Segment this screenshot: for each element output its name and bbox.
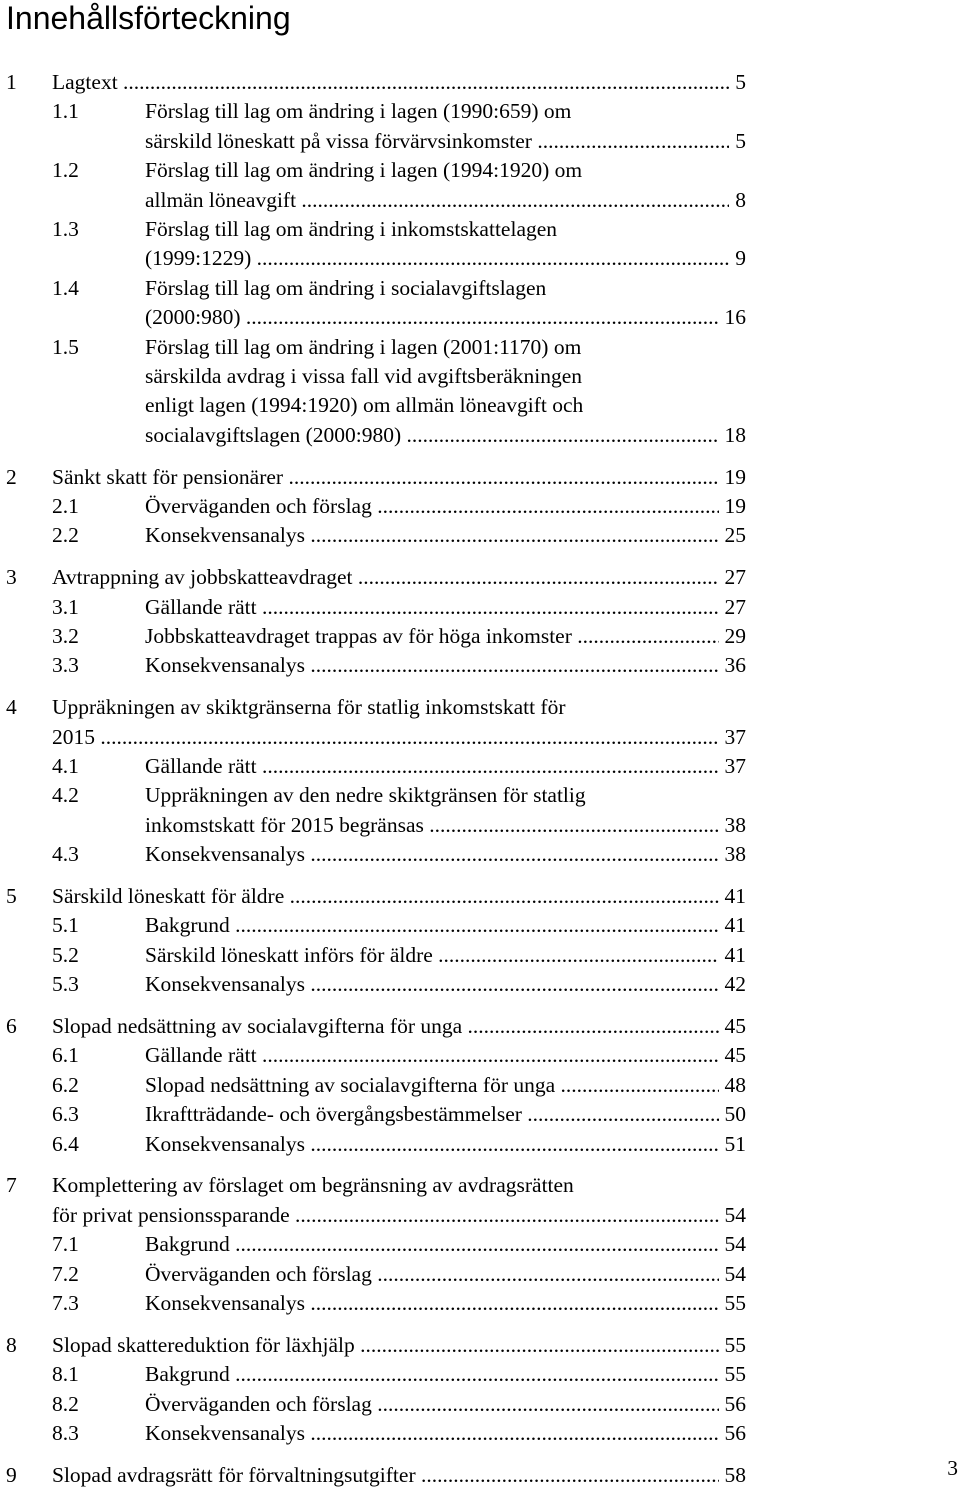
toc-title: Överväganden och förslag ..... bbox=[145, 1390, 744, 1418]
toc-section-number: 3 bbox=[6, 565, 17, 589]
toc-title: Konsekvensanalys ..... bbox=[145, 1130, 744, 1158]
toc-entry[interactable] bbox=[0, 1260, 960, 1288]
toc-title: socialavgiftslagen (2000:980) ..... bbox=[145, 421, 744, 449]
toc-page-number: 54 bbox=[719, 1260, 747, 1288]
toc-title: Slopad skattereduktion för läxhjälp ..... bbox=[52, 1331, 744, 1359]
toc-section-number: 5 bbox=[6, 884, 17, 908]
toc-page-number: 56 bbox=[719, 1390, 747, 1418]
toc-entry[interactable] bbox=[0, 156, 960, 184]
toc-page-number: 54 bbox=[719, 1230, 747, 1258]
toc-entry[interactable] bbox=[0, 1130, 960, 1158]
toc-title: Avtrappning av jobbskatteavdraget ..... bbox=[52, 563, 744, 591]
toc-page-number: 29 bbox=[719, 622, 747, 650]
toc-section-number: 1.3 bbox=[52, 217, 79, 241]
toc-section-number: 3.3 bbox=[52, 653, 79, 677]
toc-title: (1999:1229) ..... bbox=[145, 244, 744, 272]
toc-page-number: 38 bbox=[719, 811, 747, 839]
toc-entry[interactable] bbox=[0, 1461, 960, 1489]
toc-entry[interactable] bbox=[0, 593, 960, 621]
toc-title: Slopad nedsättning av socialavgifterna för unga ..... bbox=[145, 1071, 744, 1099]
toc-title: Lagtext ..... bbox=[52, 68, 744, 96]
toc-entry[interactable] bbox=[0, 781, 960, 809]
toc-entry[interactable] bbox=[0, 333, 960, 361]
toc-title: Förslag till lag om ändring i lagen (1994:1920) om bbox=[145, 158, 583, 182]
toc-section-number: 8.3 bbox=[52, 1421, 79, 1445]
toc-entry[interactable] bbox=[0, 811, 960, 839]
toc-entry[interactable] bbox=[0, 244, 960, 272]
toc-page-number: 55 bbox=[719, 1289, 747, 1317]
toc-section-number: 8.2 bbox=[52, 1392, 79, 1416]
toc-title: Konsekvensanalys ..... bbox=[145, 651, 744, 679]
toc-section-number: 6.2 bbox=[52, 1073, 79, 1097]
toc-entry[interactable] bbox=[0, 186, 960, 214]
page-number: 3 bbox=[947, 1456, 958, 1480]
toc-title: Förslag till lag om ändring i lagen (2001:1170) om bbox=[145, 335, 582, 359]
toc-entry[interactable] bbox=[0, 1419, 960, 1447]
toc-entry[interactable] bbox=[0, 911, 960, 939]
toc-page-number: 58 bbox=[719, 1461, 747, 1489]
toc-page-number: 41 bbox=[719, 882, 747, 910]
toc-entry[interactable] bbox=[0, 1289, 960, 1317]
toc-entry[interactable] bbox=[0, 622, 960, 650]
toc-title: Konsekvensanalys ..... bbox=[145, 1289, 744, 1317]
toc-section-number: 6.1 bbox=[52, 1043, 79, 1067]
toc-title: Förslag till lag om ändring i lagen (1990:659) om bbox=[145, 99, 572, 123]
toc-section-number: 4 bbox=[6, 695, 17, 719]
toc-page-number: 37 bbox=[719, 723, 747, 751]
toc-page-number: 38 bbox=[719, 840, 747, 868]
toc-entry[interactable] bbox=[0, 882, 960, 910]
toc-title: Gällande rätt ..... bbox=[145, 593, 744, 621]
toc-section-number: 1.1 bbox=[52, 99, 79, 123]
toc-entry[interactable] bbox=[0, 1071, 960, 1099]
toc-title: Konsekvensanalys ..... bbox=[145, 970, 744, 998]
toc-title: 2015 ..... bbox=[52, 723, 744, 751]
toc-title: Uppräkningen av skiktgränserna för statlig inkomstskatt för bbox=[52, 695, 566, 719]
toc-page-number: 19 bbox=[719, 463, 747, 491]
toc-title: Gällande rätt ..... bbox=[145, 752, 744, 780]
toc-title: Ikraftträdande- och övergångsbestämmelser ..... bbox=[145, 1100, 744, 1128]
toc-section-number: 6 bbox=[6, 1014, 17, 1038]
toc-entry[interactable] bbox=[0, 215, 960, 243]
toc-title: Uppräkningen av den nedre skiktgränsen för statlig bbox=[145, 783, 586, 807]
toc-entry[interactable] bbox=[0, 492, 960, 520]
toc-page-number: 54 bbox=[719, 1201, 747, 1229]
toc-title: särskild löneskatt på vissa förvärvsinkomster ..... bbox=[145, 127, 744, 155]
toc-page-number: 5 bbox=[729, 127, 746, 155]
toc-page-number: 56 bbox=[719, 1419, 747, 1447]
toc-entry[interactable] bbox=[0, 941, 960, 969]
toc-entry[interactable] bbox=[0, 1012, 960, 1040]
toc-section-number: 7.1 bbox=[52, 1232, 79, 1256]
toc-section-number: 3.2 bbox=[52, 624, 79, 648]
toc-page-number: 51 bbox=[719, 1130, 747, 1158]
toc-title: Förslag till lag om ändring i socialavgiftslagen bbox=[145, 276, 547, 300]
toc-title: Konsekvensanalys ..... bbox=[145, 1419, 744, 1447]
toc-entry[interactable] bbox=[0, 970, 960, 998]
toc-section-number: 5.3 bbox=[52, 972, 79, 996]
toc-title: Överväganden och förslag ..... bbox=[145, 492, 744, 520]
toc-page-number: 55 bbox=[719, 1331, 747, 1359]
toc-title: för privat pensionssparande ..... bbox=[52, 1201, 744, 1229]
toc-page-number: 16 bbox=[719, 303, 747, 331]
toc-section-number: 8 bbox=[6, 1333, 17, 1357]
toc-entry[interactable] bbox=[0, 1041, 960, 1069]
toc-title: Konsekvensanalys ..... bbox=[145, 521, 744, 549]
toc-title: Bakgrund ..... bbox=[145, 1230, 744, 1258]
toc-title: Gällande rätt ..... bbox=[145, 1041, 744, 1069]
toc-title: Sänkt skatt för pensionärer ..... bbox=[52, 463, 744, 491]
toc-section-number: 1.4 bbox=[52, 276, 79, 300]
toc-entry[interactable] bbox=[0, 97, 960, 125]
page-title: Innehållsförteckning bbox=[6, 0, 291, 36]
toc-section-number: 7.3 bbox=[52, 1291, 79, 1315]
toc-entry[interactable] bbox=[0, 68, 960, 96]
toc-page-number: 9 bbox=[729, 244, 746, 272]
toc-section-number: 4.1 bbox=[52, 754, 79, 778]
toc-section-number: 2.2 bbox=[52, 523, 79, 547]
toc-page-number: 48 bbox=[719, 1071, 747, 1099]
toc-entry[interactable] bbox=[0, 127, 960, 155]
toc-entry[interactable] bbox=[0, 274, 960, 302]
toc-title: Förslag till lag om ändring i inkomstskattelagen bbox=[145, 217, 558, 241]
toc-entry[interactable] bbox=[0, 362, 960, 390]
toc-title: Slopad nedsättning av socialavgifterna för unga ..... bbox=[52, 1012, 744, 1040]
toc-section-number: 1 bbox=[6, 70, 17, 94]
toc-section-number: 1.5 bbox=[52, 335, 79, 359]
toc-section-number: 7 bbox=[6, 1173, 17, 1197]
toc-page-number: 50 bbox=[719, 1100, 747, 1128]
toc-title: Konsekvensanalys ..... bbox=[145, 840, 744, 868]
toc-page-number: 27 bbox=[719, 563, 747, 591]
toc-section-number: 6.4 bbox=[52, 1132, 79, 1156]
toc-page-number: 18 bbox=[719, 421, 747, 449]
toc-title: allmän löneavgift ..... bbox=[145, 186, 744, 214]
toc-page-number: 45 bbox=[719, 1041, 747, 1069]
toc-entry[interactable] bbox=[0, 1230, 960, 1258]
toc-title: Jobbskatteavdraget trappas av för höga inkomster ..... bbox=[145, 622, 744, 650]
toc-title: Slopad avdragsrätt för förvaltningsutgifter ..... bbox=[52, 1461, 744, 1489]
toc-title: Bakgrund ..... bbox=[145, 1360, 744, 1388]
toc-section-number: 7.2 bbox=[52, 1262, 79, 1286]
toc-page-number: 45 bbox=[719, 1012, 747, 1040]
toc-page-number: 41 bbox=[719, 911, 747, 939]
toc-entry[interactable] bbox=[0, 563, 960, 591]
toc-section-number: 9 bbox=[6, 1463, 17, 1487]
toc-title: (2000:980) ..... bbox=[145, 303, 744, 331]
toc-entry[interactable] bbox=[0, 521, 960, 549]
toc-entry[interactable] bbox=[0, 1390, 960, 1418]
toc-entry[interactable] bbox=[0, 840, 960, 868]
toc-entry[interactable] bbox=[0, 1331, 960, 1359]
toc-page-number: 8 bbox=[729, 186, 746, 214]
toc-page-number: 5 bbox=[729, 68, 746, 96]
toc-page-number: 25 bbox=[719, 521, 747, 549]
toc-title: inkomstskatt för 2015 begränsas ..... bbox=[145, 811, 744, 839]
toc-entry[interactable] bbox=[0, 1201, 960, 1229]
toc-title: Komplettering av förslaget om begränsning av avdragsrätten bbox=[52, 1173, 574, 1197]
toc-section-number: 8.1 bbox=[52, 1362, 79, 1386]
toc-page-number: 36 bbox=[719, 651, 747, 679]
toc-page-number: 55 bbox=[719, 1360, 747, 1388]
toc-page-number: 42 bbox=[719, 970, 747, 998]
toc-section-number: 6.3 bbox=[52, 1102, 79, 1126]
toc-entry[interactable] bbox=[0, 651, 960, 679]
toc-section-number: 3.1 bbox=[52, 595, 79, 619]
toc-entry[interactable] bbox=[0, 421, 960, 449]
toc-entry[interactable] bbox=[0, 1171, 960, 1199]
toc-title: Särskild löneskatt för äldre ..... bbox=[52, 882, 744, 910]
toc-section-number: 4.3 bbox=[52, 842, 79, 866]
toc-section-number: 2.1 bbox=[52, 494, 79, 518]
toc-entry[interactable] bbox=[0, 303, 960, 331]
toc-entry[interactable] bbox=[0, 1360, 960, 1388]
toc-entry[interactable] bbox=[0, 693, 960, 721]
toc-entry[interactable] bbox=[0, 391, 960, 419]
toc-page-number: 37 bbox=[719, 752, 747, 780]
toc-entry[interactable] bbox=[0, 1100, 960, 1128]
toc-section-number: 1.2 bbox=[52, 158, 79, 182]
toc-entry[interactable] bbox=[0, 723, 960, 751]
toc-title: Särskild löneskatt införs för äldre ..... bbox=[145, 941, 744, 969]
toc-section-number: 2 bbox=[6, 465, 17, 489]
toc-entry[interactable] bbox=[0, 463, 960, 491]
toc-section-number: 5.2 bbox=[52, 943, 79, 967]
toc-title: Bakgrund ..... bbox=[145, 911, 744, 939]
toc-page-number: 19 bbox=[719, 492, 747, 520]
toc-page-number: 41 bbox=[719, 941, 747, 969]
toc-section-number: 5.1 bbox=[52, 913, 79, 937]
toc-title: enligt lagen (1994:1920) om allmän löneavgift och bbox=[145, 393, 584, 417]
toc-section-number: 4.2 bbox=[52, 783, 79, 807]
toc-title: Överväganden och förslag ..... bbox=[145, 1260, 744, 1288]
toc-page-number: 27 bbox=[719, 593, 747, 621]
toc-title: särskilda avdrag i vissa fall vid avgiftsberäkningen bbox=[145, 364, 583, 388]
toc-entry[interactable] bbox=[0, 752, 960, 780]
